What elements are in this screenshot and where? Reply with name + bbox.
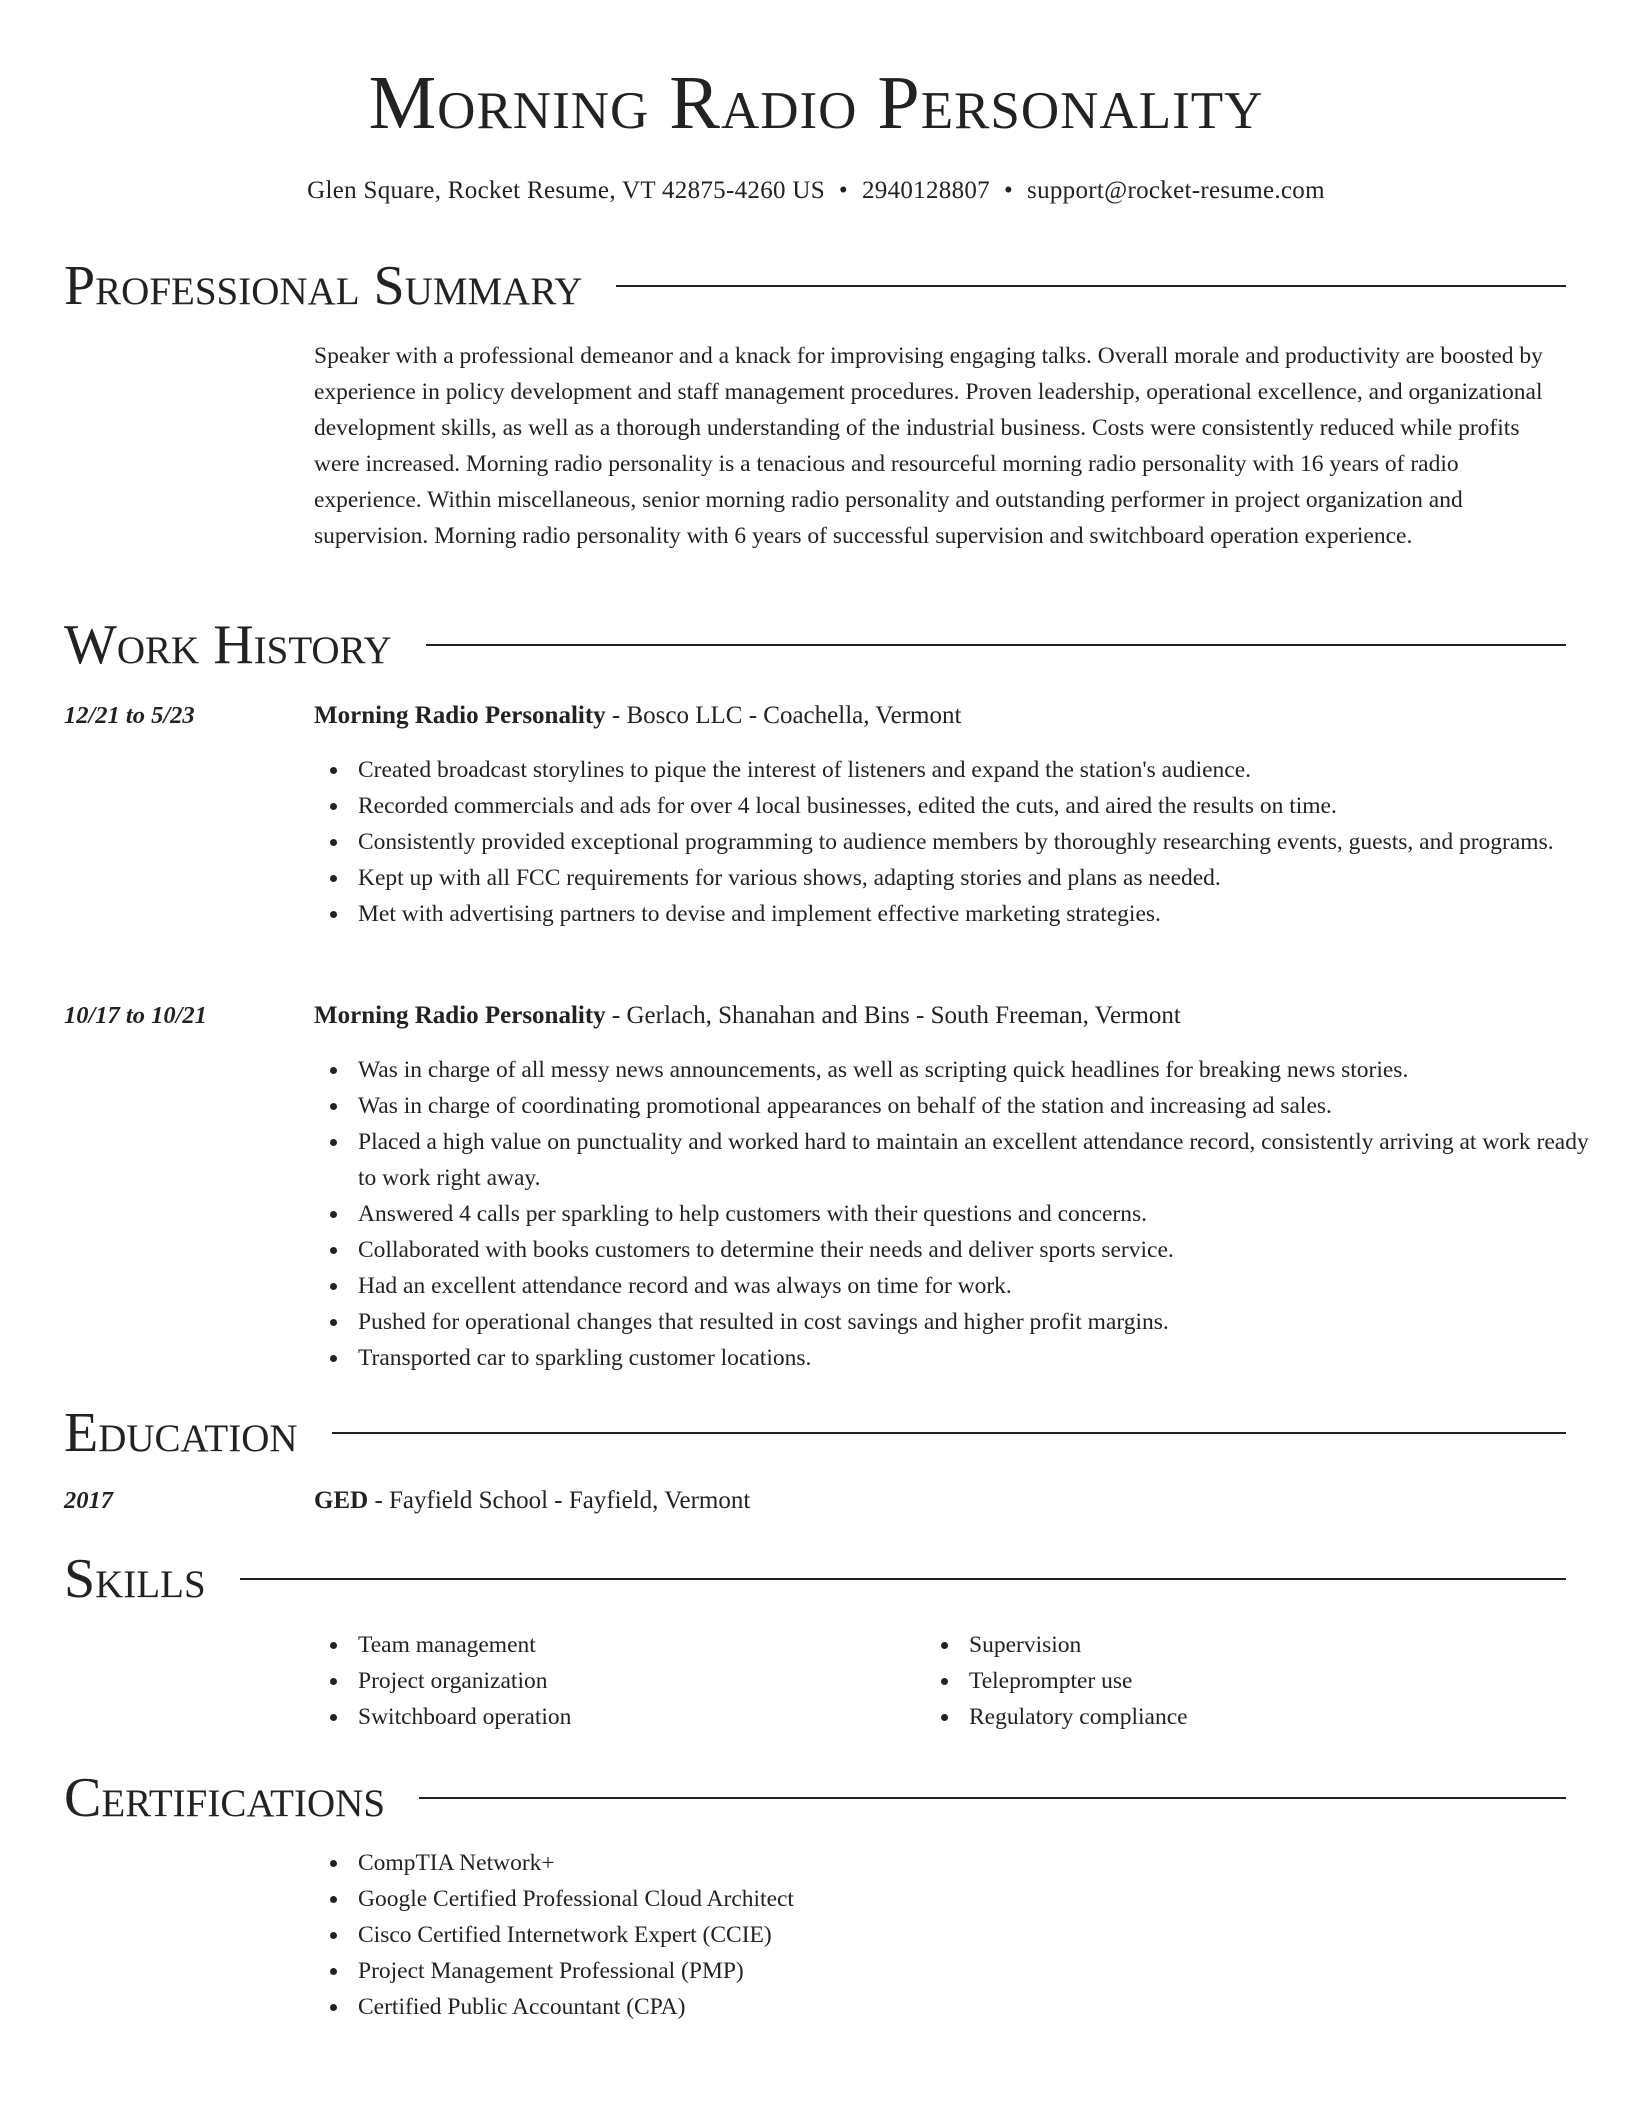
skill-item: Project organization — [358, 1663, 1610, 1699]
section-title: Education — [64, 1402, 298, 1464]
certification-item: CompTIA Network+ — [358, 1845, 1610, 1881]
education-school: - Fayfield School - Fayfield, Vermont — [368, 1487, 751, 1514]
education-year: 2017 — [64, 1487, 113, 1514]
list-item: Was in charge of all messy news announcements, as well as scripting quick headlines for breaking news stories. — [358, 1052, 1610, 1088]
job-heading — [314, 998, 1181, 1034]
section-divider — [332, 1432, 1566, 1434]
job-role: Morning Radio Personality — [314, 702, 606, 729]
list-item: Had an excellent attendance record and was always on time for work. — [358, 1268, 1610, 1304]
job-bullets — [314, 1052, 1610, 1376]
job-dates: 10/17 to 10/21 — [64, 1002, 207, 1029]
education-heading — [314, 1483, 750, 1519]
list-item: Met with advertising partners to devise and implement effective marketing strategies. — [358, 896, 1610, 932]
certification-item: Google Certified Professional Cloud Architect — [358, 1881, 1610, 1917]
section-title: Skills — [64, 1548, 206, 1610]
summary-section-header — [64, 253, 1566, 319]
summary-text: Speaker with a professional demeanor and a knack for improvising engaging talks. Overall morale and productivity are boosted by experience in policy development and staff management procedures. Proven leadership, operational excellence, and organizational development skills, as well as a thorough understanding of the industrial business. Costs were consistently reduced while profits were increased. Morning radio personality is a tenacious and resourceful morning radio personality with 16 years of radio experience. Within miscellaneous, senior morning radio personality and outstanding performer in project organization and supervision. Morning radio personality with 6 years of successful supervision and switchboard operation experience. — [314, 343, 1543, 549]
work-history-section-header — [64, 612, 1566, 678]
certification-item: Cisco Certified Internetwork Expert (CCIE) — [358, 1917, 1610, 1953]
candidate-name: Morning Radio Personality — [368, 61, 1264, 145]
job-bullets — [314, 752, 1610, 932]
job-company: - Gerlach, Shanahan and Bins - South Freeman, Vermont — [605, 1002, 1181, 1029]
job-dates: 12/21 to 5/23 — [64, 702, 195, 729]
section-divider — [419, 1797, 1566, 1799]
list-item: Pushed for operational changes that resulted in cost savings and higher profit margins. — [358, 1304, 1610, 1340]
section-title: Certifications — [64, 1767, 386, 1829]
list-item: Collaborated with books customers to determine their needs and deliver sports service. — [358, 1232, 1610, 1268]
skill-item: Teleprompter use — [969, 1663, 1632, 1699]
job-company: - Bosco LLC - Coachella, Vermont — [605, 702, 962, 729]
certifications-list — [314, 1845, 1610, 2025]
contact-phone: 2940128807 — [861, 177, 990, 204]
section-title: Work History — [64, 614, 392, 676]
certification-item: Certified Public Accountant (CPA) — [358, 1989, 1610, 2025]
list-item: Answered 4 calls per sparkling to help customers with their questions and concerns. — [358, 1196, 1610, 1232]
skills-section-header — [64, 1546, 1566, 1612]
list-item: Placed a high value on punctuality and worked hard to maintain an excellent attendance record, consistently arriving at work ready to work right away. — [358, 1124, 1610, 1196]
list-item: Consistently provided exceptional programming to audience members by thoroughly researching events, guests, and programs. — [358, 824, 1610, 860]
list-item: Created broadcast storylines to pique the interest of listeners and expand the station's audience. — [358, 752, 1610, 788]
section-divider — [426, 644, 1566, 646]
list-item: Transported car to sparkling customer locations. — [358, 1340, 1610, 1376]
job-heading — [314, 698, 961, 734]
skill-item: Supervision — [969, 1627, 1632, 1663]
section-divider — [240, 1578, 1566, 1580]
contact-separator: • — [838, 177, 848, 204]
certification-item: Project Management Professional (PMP) — [358, 1953, 1610, 1989]
education-section-header — [64, 1400, 1566, 1466]
certifications-section-header — [64, 1765, 1566, 1831]
job-role: Morning Radio Personality — [314, 1002, 606, 1029]
section-divider — [616, 285, 1566, 287]
education-degree: GED — [314, 1487, 369, 1514]
skill-item: Regulatory compliance — [969, 1699, 1632, 1735]
contact-address: Glen Square, Rocket Resume, VT 42875-4260 US — [307, 177, 825, 204]
contact-separator: • — [1003, 177, 1014, 204]
list-item: Recorded commercials and ads for over 4 local businesses, edited the cuts, and aired the results on time. — [358, 788, 1610, 824]
list-item: Kept up with all FCC requirements for various shows, adapting stories and plans as needed. — [358, 860, 1610, 896]
contact-email: support@rocket-resume.com — [1027, 177, 1325, 204]
skill-item: Switchboard operation — [358, 1699, 1610, 1735]
skill-item: Team management — [358, 1627, 1610, 1663]
section-title: Professional Summary — [64, 255, 583, 317]
skills-list-right — [925, 1627, 1632, 1735]
list-item: Was in charge of coordinating promotional appearances on behalf of the station and increasing ad sales. — [358, 1088, 1610, 1124]
contact-line — [0, 174, 1632, 208]
